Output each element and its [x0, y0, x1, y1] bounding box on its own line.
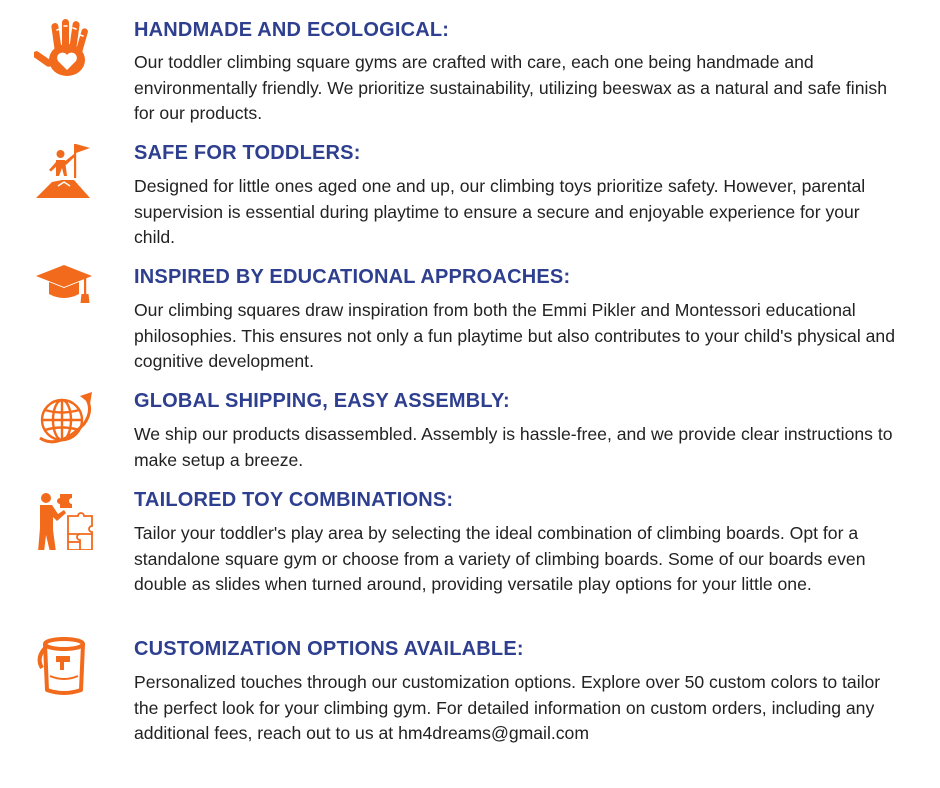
feature-title: TAILORED TOY COMBINATIONS:: [134, 489, 454, 511]
feature-title: GLOBAL SHIPPING, EASY ASSEMBLY:: [134, 390, 510, 412]
feature-text: Designed for little ones aged one and up, our climbing toys prioritize safety. However, parental supervision is essential during playtime to ensure a secure and enjoyable experience for your child.: [134, 176, 866, 247]
person-puzzle-icon: [34, 490, 94, 550]
feature-text: Our toddler climbing square gyms are crafted with care, each one being handmade and environmentally friendly. We prioritize sustainability, utilizing beeswax as a natural and safe finish for our products.: [134, 52, 887, 123]
feature-title: CUSTOMIZATION OPTIONS AVAILABLE:: [134, 638, 524, 660]
paint-bucket-icon: [34, 636, 94, 696]
feature-title: INSPIRED BY EDUCATIONAL APPROACHES:: [134, 266, 571, 288]
feature-text: Tailor your toddler's play area by selecting the ideal combination of climbing boards. Opt for a standalone square gym or choose from a variety of climbing boards. Some of our boards even double as slides when turned around, providing versatile play options for your little one.: [134, 523, 866, 594]
hand-heart-icon: [34, 18, 94, 78]
globe-arrow-icon: [34, 388, 94, 448]
feature-text: We ship our products disassembled. Assembly is hassle-free, and we provide clear instructions to make setup a breeze.: [134, 424, 893, 470]
mountain-flag-icon: [34, 140, 94, 200]
feature-text: Personalized touches through our customization options. Explore over 50 custom colors to tailor the perfect look for your climbing gym. For detailed information on custom orders, including any additional fees, reach out to us at hm4dreams@gmail.com: [134, 672, 881, 743]
feature-title: SAFE FOR TODDLERS:: [134, 142, 361, 164]
graduation-cap-icon: [34, 256, 94, 316]
feature-title: HANDMADE AND ECOLOGICAL:: [134, 19, 450, 41]
feature-text: Our climbing squares draw inspiration from both the Emmi Pikler and Montessori educational philosophies. This ensures not only a fun playtime but also contributes to your child's physical and cognitive development.: [134, 300, 895, 371]
